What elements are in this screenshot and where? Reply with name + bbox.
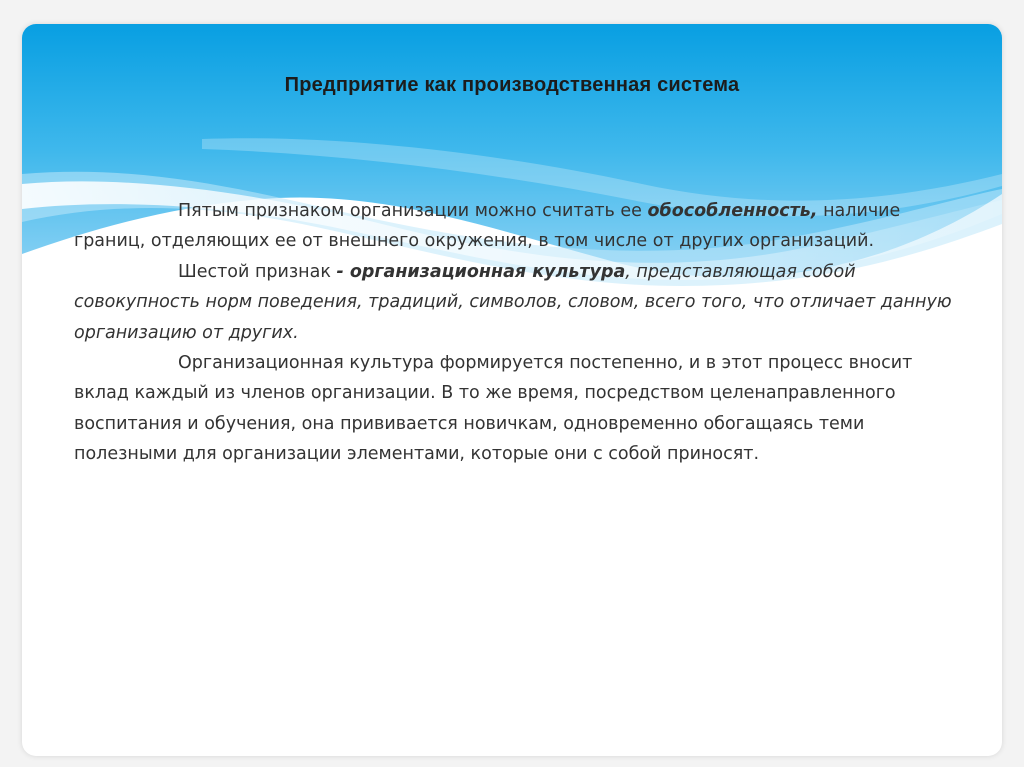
paragraph-2-text-c: , представляющая собой совокупность норм поведения, традиций, символов, словом, всего того, что отличает данную организацию от других. [74,261,952,343]
paragraph-1-text-c: наличие границ, отделяющих ее от внешнего окружения, в том числе от других организаций. [74,201,901,252]
paragraph-1-text-a: Пятым признаком организации можно считать ее [178,201,648,221]
paragraph-3 [74,348,960,470]
paragraph-2-text-a: Шестой признак [178,261,337,282]
paragraph-1-emphasis: обособленность, [647,201,818,221]
paragraph-2-emphasis: - организационная культура [336,261,626,282]
slide-body [74,196,960,470]
paragraph-1 [74,196,960,257]
slide [22,24,1002,756]
slide-title: Предприятие как производственная система [284,74,740,96]
paragraph-2 [74,257,960,348]
paragraph-3-text: Организационная культура формируется постепенно, и в этот процесс вносит вклад каждый из членов организации. В то же время, посредством целенаправленного воспитания и обучения, она прививается новичкам, одновременно обогащаясь теми полезными для организации элементами, которые они с собой приносят. [74,353,913,465]
